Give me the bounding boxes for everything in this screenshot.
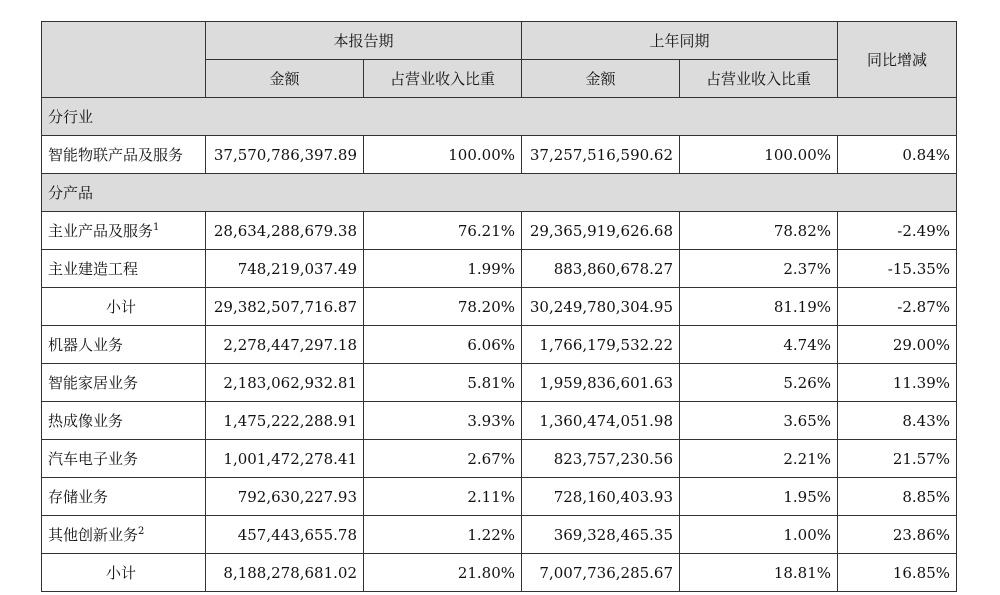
prior-amount-cell: 37,257,516,590.62 [522, 136, 680, 174]
yoy-cell: -2.87% [838, 288, 957, 326]
footnote-marker: 2 [138, 526, 145, 537]
prior-amount-cell: 883,860,678.27 [522, 250, 680, 288]
prior-share-cell: 81.19% [680, 288, 838, 326]
current-amount-cell: 37,570,786,397.89 [206, 136, 364, 174]
prior-share-cell: 5.26% [680, 364, 838, 402]
current-amount-cell: 8,188,278,681.02 [206, 554, 364, 592]
yoy-cell: 23.86% [838, 516, 957, 554]
prior-share-cell: 2.37% [680, 250, 838, 288]
prior-amount-cell: 1,766,179,532.22 [522, 326, 680, 364]
yoy-cell: -15.35% [838, 250, 957, 288]
header-row-1 [42, 22, 957, 60]
row-label: 智能家居业务 [42, 364, 206, 402]
current-share-cell: 2.67% [364, 440, 522, 478]
yoy-cell: 11.39% [838, 364, 957, 402]
current-amount-cell: 792,630,227.93 [206, 478, 364, 516]
prior-amount-cell: 7,007,736,285.67 [522, 554, 680, 592]
current-share-cell: 2.11% [364, 478, 522, 516]
row-label: 热成像业务 [42, 402, 206, 440]
footnote-marker: 1 [153, 222, 160, 233]
row-label: 主业产品及服务$^1$ [42, 212, 206, 250]
table-row [42, 250, 957, 288]
table-row [42, 440, 957, 478]
current-amount-cell: 748,219,037.49 [206, 250, 364, 288]
prior-amount-cell: 823,757,230.56 [522, 440, 680, 478]
current-share-cell: 1.99% [364, 250, 522, 288]
yoy-cell: 8.43% [838, 402, 957, 440]
current-share-cell: 1.22% [364, 516, 522, 554]
prior-amount-cell: 29,365,919,626.68 [522, 212, 680, 250]
row-label: 存储业务 [42, 478, 206, 516]
current-amount-cell: 457,443,655.78 [206, 516, 364, 554]
header-prior-share: 占营业收入比重 [680, 60, 838, 98]
yoy-cell: 0.84% [838, 136, 957, 174]
current-amount-cell: 29,382,507,716.87 [206, 288, 364, 326]
yoy-cell: 29.00% [838, 326, 957, 364]
prior-share-cell: 2.21% [680, 440, 838, 478]
header-yoy: 同比增减 [838, 22, 957, 98]
current-share-cell: 21.80% [364, 554, 522, 592]
current-amount-cell: 1,475,222,288.91 [206, 402, 364, 440]
header-prior-amount: 金额 [522, 60, 680, 98]
prior-amount-cell: 30,249,780,304.95 [522, 288, 680, 326]
prior-amount-cell: 728,160,403.93 [522, 478, 680, 516]
table-row [42, 136, 957, 174]
row-label: 机器人业务 [42, 326, 206, 364]
prior-amount-cell: 369,328,465.35 [522, 516, 680, 554]
subtotal-row [42, 554, 957, 592]
prior-share-cell: 1.95% [680, 478, 838, 516]
current-amount-cell: 2,183,062,932.81 [206, 364, 364, 402]
row-label: 小计 [42, 554, 206, 592]
section-row-industry [42, 98, 957, 136]
yoy-cell: 8.85% [838, 478, 957, 516]
section-row-product [42, 174, 957, 212]
table-row [42, 326, 957, 364]
row-label: 汽车电子业务 [42, 440, 206, 478]
current-share-cell: 3.93% [364, 402, 522, 440]
prior-amount-cell: 1,360,474,051.98 [522, 402, 680, 440]
prior-share-cell: 4.74% [680, 326, 838, 364]
yoy-cell: 16.85% [838, 554, 957, 592]
table-row [42, 516, 957, 554]
header-current-share: 占营业收入比重 [364, 60, 522, 98]
row-label: 其他创新业务$^2$ [42, 516, 206, 554]
prior-share-cell: 100.00% [680, 136, 838, 174]
subtotal-row [42, 288, 957, 326]
current-share-cell: 5.81% [364, 364, 522, 402]
current-amount-cell: 2,278,447,297.18 [206, 326, 364, 364]
header-current-amount: 金额 [206, 60, 364, 98]
header-blank-cell [42, 22, 206, 98]
table-row [42, 364, 957, 402]
current-share-cell: 6.06% [364, 326, 522, 364]
prior-share-cell: 3.65% [680, 402, 838, 440]
table-row [42, 478, 957, 516]
prior-share-cell: 1.00% [680, 516, 838, 554]
current-share-cell: 100.00% [364, 136, 522, 174]
prior-share-cell: 18.81% [680, 554, 838, 592]
current-amount-cell: 28,634,288,679.38 [206, 212, 364, 250]
revenue-breakdown-table [41, 21, 957, 592]
prior-amount-cell: 1,959,836,601.63 [522, 364, 680, 402]
table-row [42, 402, 957, 440]
header-current-period: 本报告期 [206, 22, 522, 60]
table-row [42, 212, 957, 250]
yoy-cell: 21.57% [838, 440, 957, 478]
prior-share-cell: 78.82% [680, 212, 838, 250]
yoy-cell: -2.49% [838, 212, 957, 250]
current-share-cell: 76.21% [364, 212, 522, 250]
current-share-cell: 78.20% [364, 288, 522, 326]
row-label: 小计 [42, 288, 206, 326]
header-prior-period: 上年同期 [522, 22, 838, 60]
row-label: 智能物联产品及服务 [42, 136, 206, 174]
section-label-industry: 分行业 [42, 98, 957, 136]
current-amount-cell: 1,001,472,278.41 [206, 440, 364, 478]
section-label-product: 分产品 [42, 174, 957, 212]
row-label: 主业建造工程 [42, 250, 206, 288]
